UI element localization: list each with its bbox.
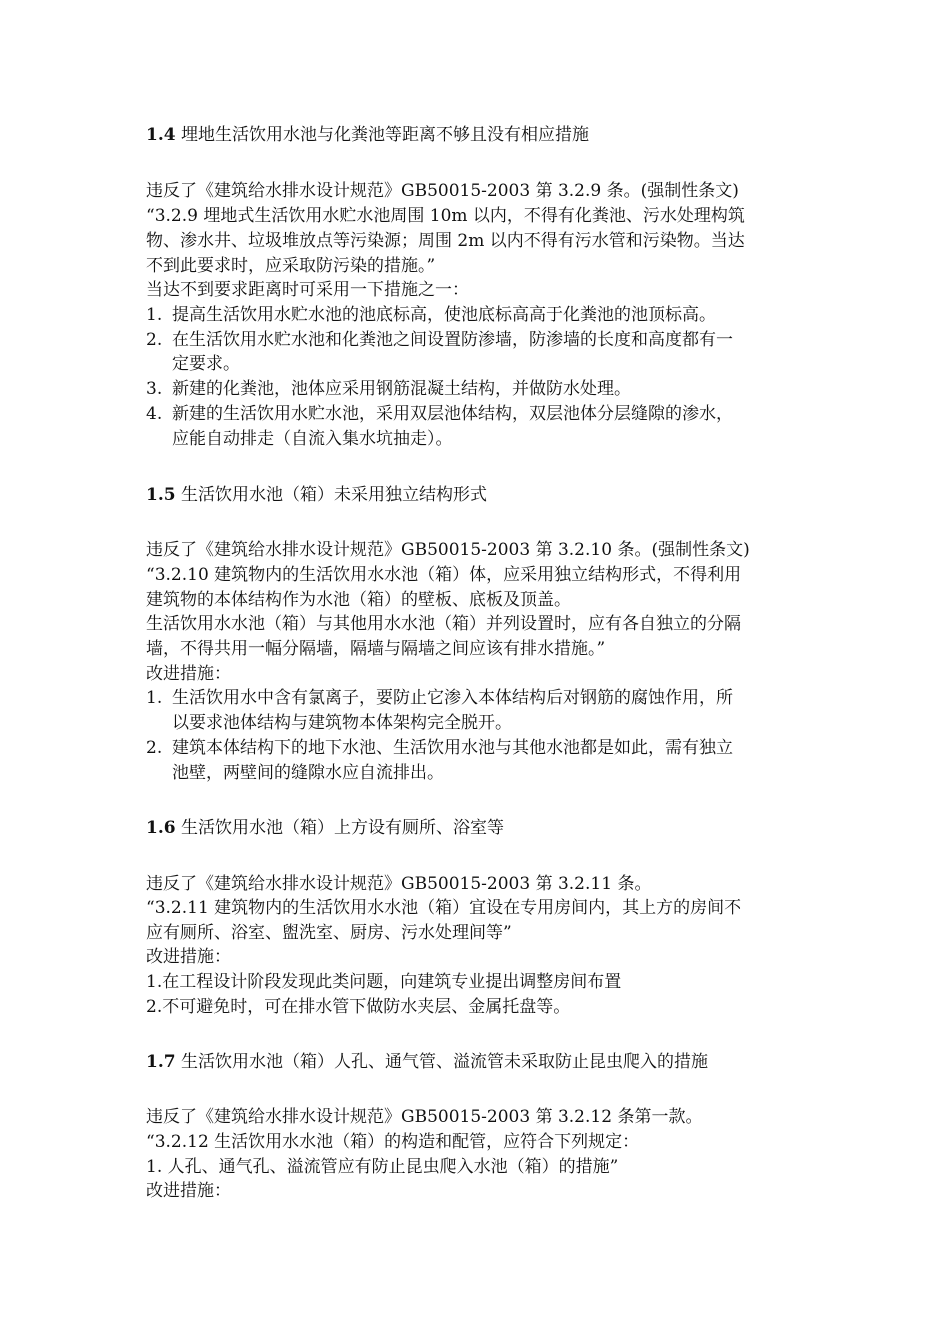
list-number: 3. — [146, 379, 163, 399]
section-heading: 1.4 埋地生活饮用水池与化粪池等距离不够且没有相应措施 — [146, 125, 589, 145]
list-item: 建筑本体结构下的地下水池、生活饮用水池与其他水池都是如此，需有独立 — [172, 738, 733, 758]
quote-line: “3.2.10 建筑物内的生活饮用水水池（箱）体，应采用独立结构形式，不得利用 — [146, 565, 742, 585]
quote-line: 1. 人孔、通气孔、溢流管应有防止昆虫爬入水池（箱）的措施” — [146, 1157, 619, 1177]
list-item-cont: 定要求。 — [172, 354, 240, 374]
violation-line: 违反了《建筑给水排水设计规范》GB50015-2003 第 3.2.9 条。(强制性条文) — [146, 181, 739, 201]
list-item: 在生活饮用水贮水池和化粪池之间设置防渗墙，防渗墙的长度和高度都有一 — [172, 330, 733, 350]
list-item-cont: 以要求池体结构与建筑物本体架构完全脱开。 — [172, 713, 512, 733]
quote-line: “3.2.9 埋地式生活饮用水贮水池周围 10m 以内，不得有化粪池、污水处理构筑 — [146, 206, 745, 226]
list-number: 1. — [146, 305, 163, 325]
plain-line: 1.在工程设计阶段发现此类问题，向建筑专业提出调整房间布置 — [146, 972, 622, 992]
violation-line: 违反了《建筑给水排水设计规范》GB50015-2003 第 3.2.11 条。 — [146, 874, 652, 894]
quote-line: 物、渗水井、垃圾堆放点等污染源；周围 2m 以内不得有污水管和污染物。当达 — [146, 231, 745, 251]
violation-line: 违反了《建筑给水排水设计规范》GB50015-2003 第 3.2.12 条第一款。 — [146, 1107, 703, 1127]
quote-line: 建筑物的本体结构作为水池（箱）的壁板、底板及顶盖。 — [146, 590, 571, 610]
section-heading: 1.6 生活饮用水池（箱）上方设有厕所、浴室等 — [146, 818, 504, 838]
list-number: 1. — [146, 688, 163, 708]
list-item: 新建的化粪池，池体应采用钢筋混凝土结构，并做防水处理。 — [172, 379, 631, 399]
quote-line: 应有厕所、浴室、盥洗室、厨房、污水处理间等” — [146, 923, 512, 943]
list-number: 4. — [146, 404, 163, 424]
plain-line: 2.不可避免时，可在排水管下做防水夹层、金属托盘等。 — [146, 997, 571, 1017]
quote-line: 不到此要求时，应采取防污染的措施。” — [146, 256, 436, 276]
lead-line: 当达不到要求距离时可采用一下措施之一： — [146, 280, 469, 300]
list-number: 2. — [146, 738, 163, 758]
quote-line: 墙，不得共用一幅分隔墙，隔墙与隔墙之间应该有排水措施。” — [146, 639, 606, 659]
list-item: 生活饮用水中含有氯离子，要防止它渗入本体结构后对钢筋的腐蚀作用，所 — [172, 688, 733, 708]
lead-line: 改进措施： — [146, 664, 231, 684]
list-number: 2. — [146, 330, 163, 350]
list-item: 提高生活饮用水贮水池的池底标高，使池底标高高于化粪池的池顶标高。 — [172, 305, 716, 325]
list-item-cont: 应能自动排走（自流入集水坑抽走）。 — [172, 429, 453, 449]
violation-line: 违反了《建筑给水排水设计规范》GB50015-2003 第 3.2.10 条。(强制性条文) — [146, 540, 750, 560]
section-heading: 1.5 生活饮用水池（箱）未采用独立结构形式 — [146, 485, 487, 505]
section-heading: 1.7 生活饮用水池（箱）人孔、通气管、溢流管未采取防止昆虫爬入的措施 — [146, 1052, 708, 1072]
quote-line: “3.2.11 建筑物内的生活饮用水水池（箱）宜设在专用房间内，其上方的房间不 — [146, 898, 742, 918]
quote-line: “3.2.12 生活饮用水水池（箱）的构造和配管，应符合下列规定： — [146, 1132, 640, 1152]
lead-line: 改进措施： — [146, 947, 231, 967]
list-item-cont: 池壁，两壁间的缝隙水应自流排出。 — [172, 763, 444, 783]
quote-line: 生活饮用水水池（箱）与其他用水水池（箱）并列设置时，应有各自独立的分隔 — [146, 614, 741, 634]
lead-line: 改进措施： — [146, 1181, 231, 1201]
list-item: 新建的生活饮用水贮水池，采用双层池体结构，双层池体分层缝隙的渗水， — [172, 404, 733, 424]
